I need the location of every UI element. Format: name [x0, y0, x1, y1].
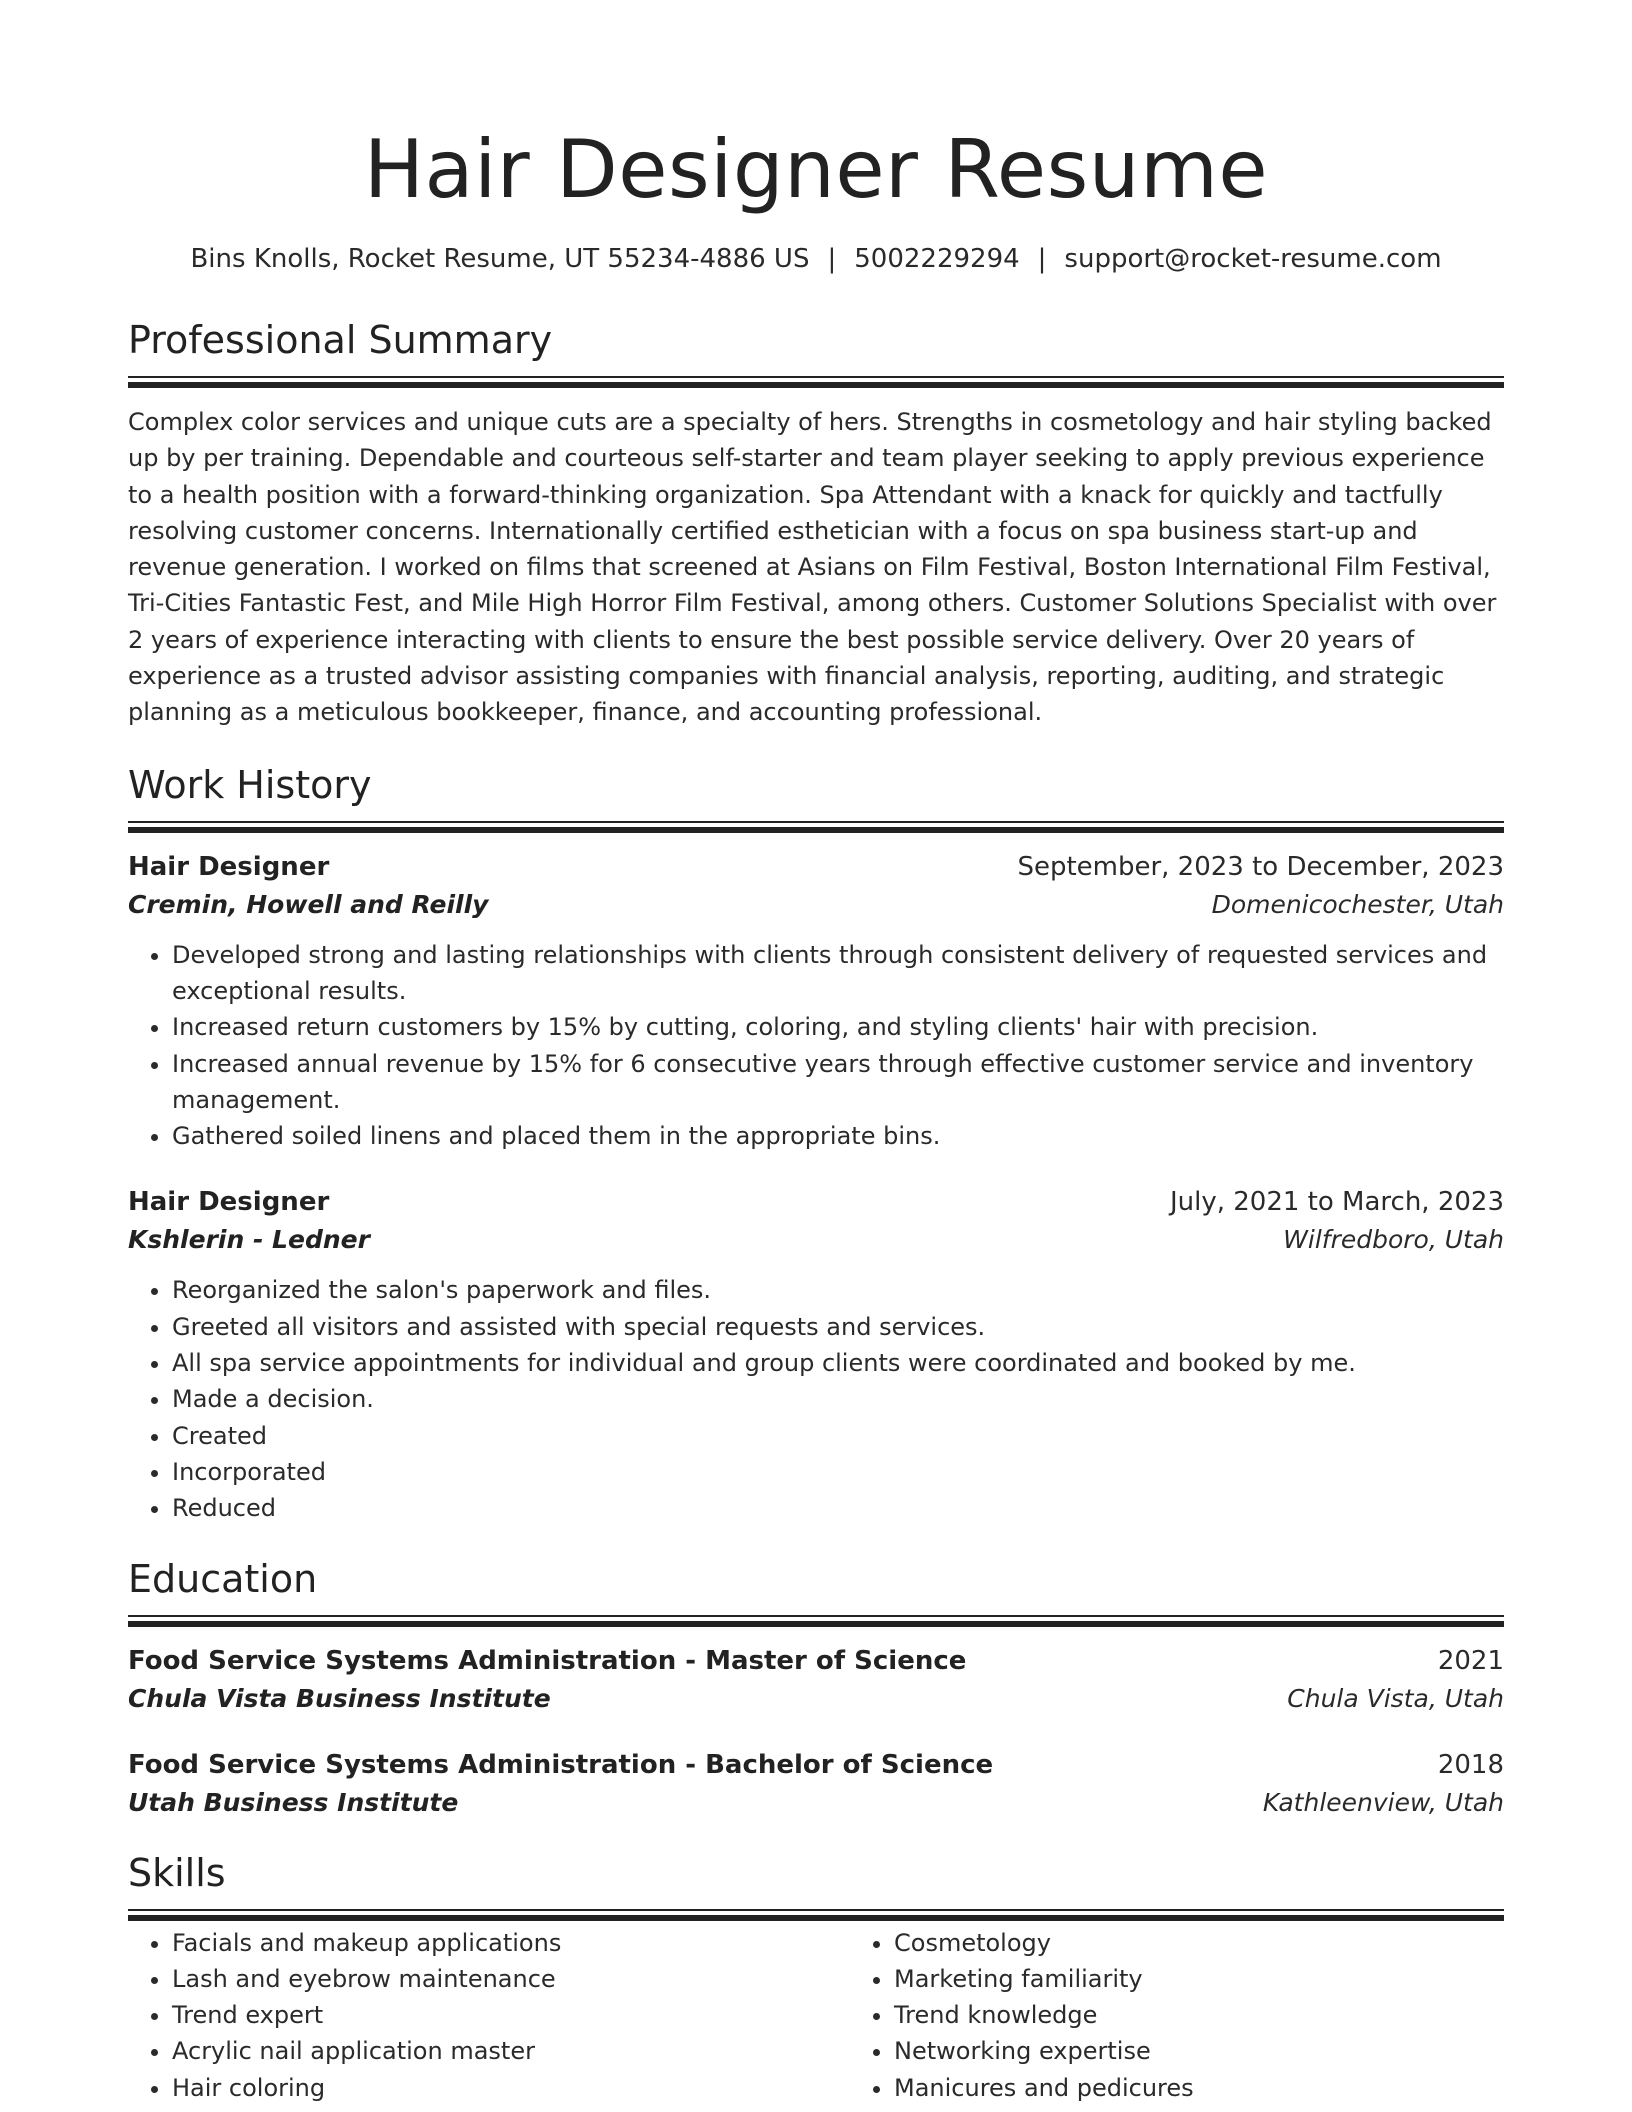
section-heading-skills: Skills	[128, 1850, 226, 1895]
section-heading-work: Work History	[128, 762, 372, 807]
list-item: • Lash and eyebrow maintenance	[172, 1961, 850, 1997]
professional-summary-section	[128, 316, 1504, 731]
resume-title: Hair Designer Resume	[363, 123, 1269, 216]
section-divider	[128, 376, 1504, 382]
job-entry	[128, 1184, 1504, 1526]
employer-name: Cremin, Howell and Reilly	[128, 889, 489, 919]
employer-name: Kshlerin - Ledner	[128, 1225, 370, 1255]
list-item: • Hair coloring	[172, 2070, 850, 2106]
list-item: • Trend knowledge	[894, 1997, 1572, 2033]
school-location: Kathleenview, Utah	[1262, 1787, 1504, 1817]
job-title: Hair Designer	[128, 851, 330, 882]
section-divider	[128, 1909, 1504, 1915]
section-heading-education: Education	[128, 1556, 318, 1601]
section-divider	[128, 821, 1504, 827]
contact-line	[128, 242, 1504, 276]
skills-columns	[128, 1925, 1504, 2106]
job-location: Wilfredboro, Utah	[1283, 1225, 1504, 1255]
work-history-section	[128, 761, 1504, 1527]
list-item: • Increased return customers by 15% by cutting, coloring, and styling clients' hair with precision.	[172, 1009, 1504, 1045]
graduation-year: 2021	[1437, 1645, 1504, 1676]
job-entry	[128, 849, 1504, 1155]
degree-title: Food Service Systems Administration - Bachelor of Science	[128, 1749, 994, 1780]
list-item: • Reorganized the salon's paperwork and files.	[172, 1272, 1504, 1308]
graduation-year: 2018	[1437, 1749, 1504, 1780]
job-dates: July, 2021 to March, 2023	[1169, 1187, 1504, 1218]
list-item: • Acrylic nail application master	[172, 2033, 850, 2069]
list-item: • Cosmetology	[894, 1925, 1572, 1961]
job-dates: September, 2023 to December, 2023	[1017, 851, 1504, 882]
job-duties-list	[128, 937, 1504, 1155]
list-item: • Made a decision.	[172, 1381, 1504, 1417]
education-entry	[128, 1747, 1504, 1823]
list-item: • Increased annual revenue by 15% for 6 consecutive years through effective customer service and inventory management.	[172, 1046, 1504, 1119]
contact-address: Bins Knolls, Rocket Resume, UT 55234-4886 US	[190, 244, 810, 274]
skills-section	[128, 1849, 1504, 2106]
section-heading-summary: Professional Summary	[128, 318, 553, 362]
list-item: • Reduced	[172, 1490, 1504, 1526]
skills-list-right	[850, 1925, 1572, 2106]
list-item: • Trend expert	[172, 1997, 850, 2033]
education-section	[128, 1555, 1504, 1823]
list-item: • Created	[172, 1418, 1504, 1454]
school-name: Utah Business Institute	[128, 1787, 459, 1817]
list-item: • All spa service appointments for individual and group clients were coordinated and booked by me.	[172, 1345, 1504, 1381]
list-item: • Greeted all visitors and assisted with special requests and services.	[172, 1309, 1504, 1345]
degree-title: Food Service Systems Administration - Master of Science	[128, 1645, 967, 1676]
list-item: • Marketing familiarity	[894, 1961, 1572, 1997]
summary-paragraph: Complex color services and unique cuts are a specialty of hers. Strengths in cosmetology and hair styling backed up by per training. Dependable and courteous self-starter and team player seeking to apply previous experience to a health position with a forward-thinking organization. Spa Attendant with a knack for quickly and tactfully resolving customer concerns. Internationally certified esthetician with a focus on spa business start-up and revenue generation. I worked on films that screened at Asians on Film Festival, Boston International Film Festival, Tri-Cities Fantastic Fest, and Mile High Horror Film Festival, among others. Customer Solutions Specialist with over 2 years of experience interacting with clients to ensure the best possible service delivery. Over 20 years of experience as a trusted advisor assisting companies with financial analysis, reporting, auditing, and strategic planning as a meticulous bookkeeper, finance, and accounting professional.	[128, 408, 1497, 727]
list-item: • Gathered soiled linens and placed them in the appropriate bins.	[172, 1118, 1504, 1154]
job-location: Domenicochester, Utah	[1211, 889, 1504, 919]
contact-separator: |	[827, 244, 837, 274]
contact-separator: |	[1037, 244, 1047, 274]
education-entry	[128, 1643, 1504, 1719]
list-item: • Developed strong and lasting relationships with clients through consistent delivery of requested services and exceptional results.	[172, 937, 1504, 1010]
skills-list-left	[128, 1925, 850, 2106]
school-location: Chula Vista, Utah	[1287, 1683, 1504, 1713]
list-item: • Networking expertise	[894, 2033, 1572, 2069]
job-title: Hair Designer	[128, 1187, 330, 1218]
list-item: • Facials and makeup applications	[172, 1925, 850, 1961]
list-item: • Manicures and pedicures	[894, 2070, 1572, 2106]
section-divider	[128, 1615, 1504, 1621]
contact-email: support@rocket-resume.com	[1064, 244, 1442, 274]
list-item: • Incorporated	[172, 1454, 1504, 1490]
school-name: Chula Vista Business Institute	[128, 1683, 551, 1713]
job-duties-list	[128, 1272, 1504, 1526]
contact-phone: 5002229294	[854, 244, 1020, 274]
